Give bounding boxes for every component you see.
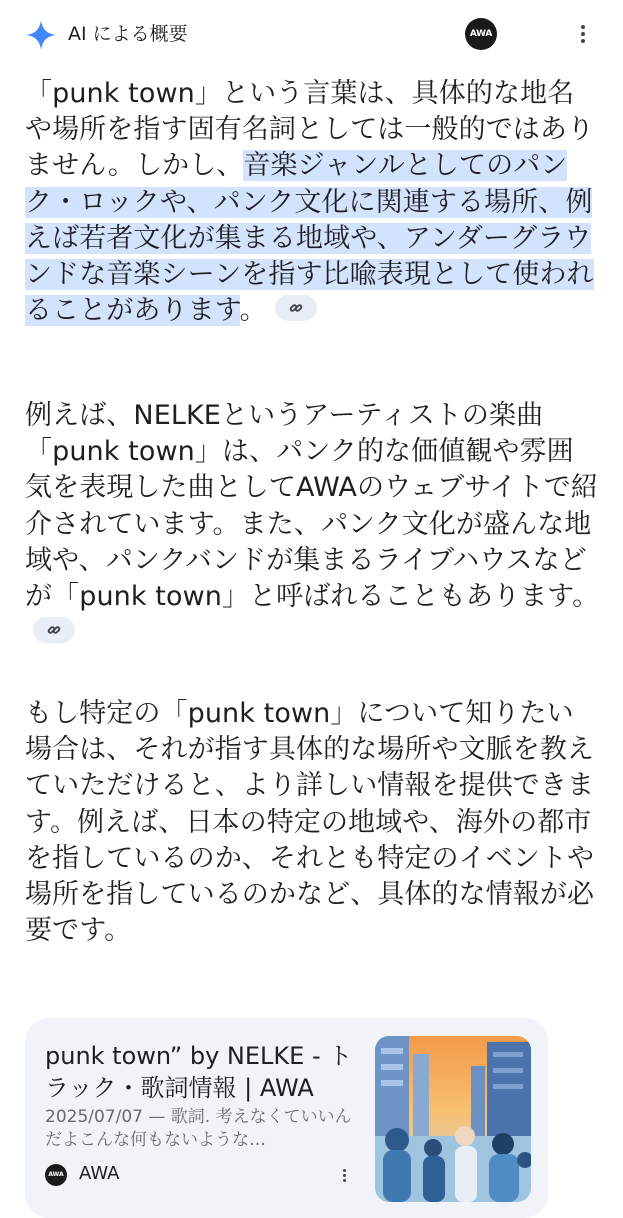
- source-card-date: 2025/07/07: [45, 1107, 143, 1127]
- awa-source-icon[interactable]: AWA: [465, 18, 497, 50]
- source-card[interactable]: [25, 1018, 548, 1218]
- overview-paragraph-3: もし特定の「punk town」について知りたい場合は、それが指す具体的な場所や文脈を教えていただけると、より詳しい情報を提供できます。例えば、日本の特定の地域や、海外の都市を指しているのか、それとも特定のイベントや場所を指しているのかなど、具体的な情報が必要です。: [25, 698, 595, 947]
- source-link-button[interactable]: [33, 617, 75, 643]
- source-card-title[interactable]: punk town” by NELKE - トラック・歌詞情報 | AWA: [45, 1042, 353, 1102]
- source-card-snippet: [45, 1106, 355, 1152]
- paragraph-2-text: 例えば、NELKEというアーティストの楽曲「punk town」は、パンク的な価値観や雰囲気を表現した曲としてAWAのウェブサイトで紹介されています。また、パンク文化が盛んな地域や、パンクバンドが集まるライブハウスなどが「punk town」と呼ばれることもあります。: [25, 400, 600, 613]
- card-more-options-icon[interactable]: [339, 1167, 349, 1191]
- overview-paragraph-2: [25, 398, 600, 651]
- ai-overview-header: [0, 0, 623, 70]
- source-site-name: AWA: [79, 1163, 120, 1184]
- awa-favicon-icon: AWA: [45, 1164, 67, 1186]
- overview-paragraph-1: [25, 76, 600, 329]
- paragraph-1-text: 「punk town」という言葉は、具体的な地名や場所を指す固有名詞としては一般的ではありません。しかし、: [25, 78, 595, 182]
- link-icon: [46, 622, 62, 638]
- source-link-button[interactable]: [275, 295, 317, 321]
- gemini-spark-icon: [25, 19, 57, 51]
- ai-overview-title: AI による概要: [68, 23, 188, 45]
- link-icon: [288, 300, 304, 316]
- more-options-icon[interactable]: [574, 22, 592, 50]
- track-thumbnail-image[interactable]: [375, 1036, 531, 1202]
- source-card-snippet-text: — 歌詞. 考えなくていいんだよこんな何もないような…: [45, 1107, 352, 1150]
- paragraph-1-end: 。: [239, 295, 267, 327]
- highlighted-text: 音楽ジャンルとしてのパンク・ロックや、パンク文化に関連する場所、例えば若者文化が集まる地域や、アンダーグラウンドな音楽シーンを指す比喩表現として使われることがあります: [25, 150, 594, 327]
